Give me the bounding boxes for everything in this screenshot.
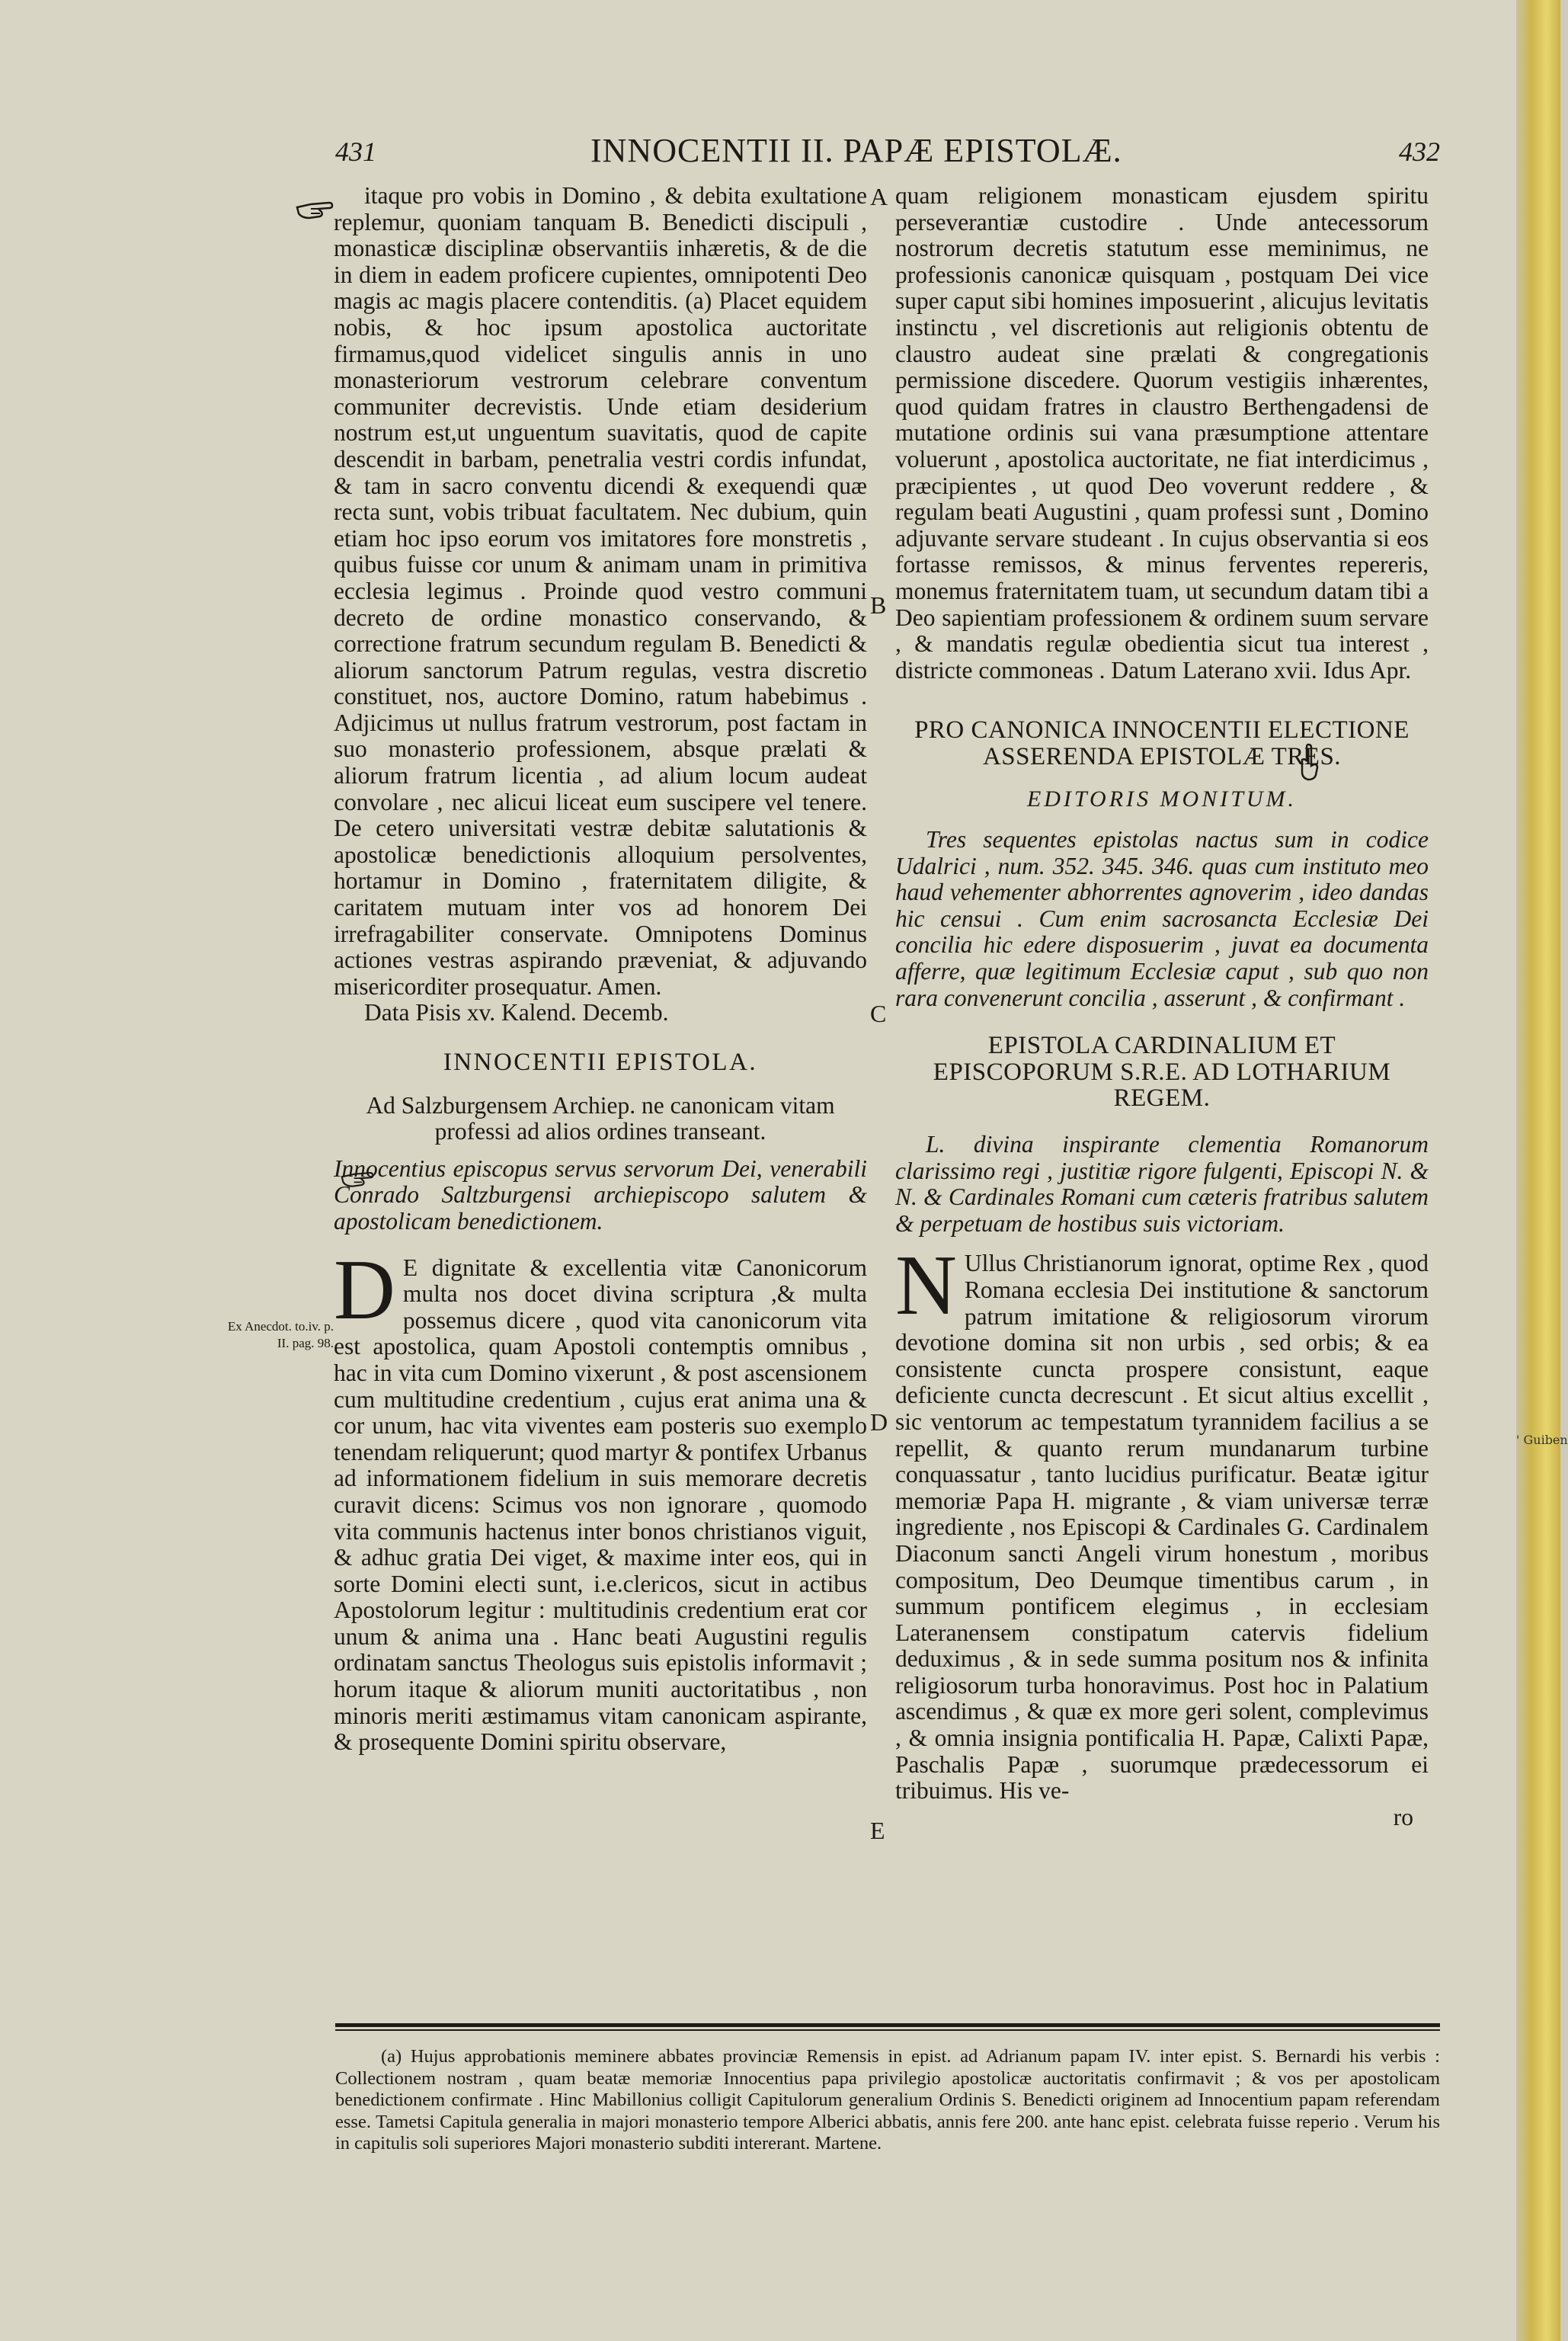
page-number-right: 432 bbox=[1399, 136, 1440, 167]
monitum-text: Tres sequentes epistolas nactus sum in codice Udalrici , num. 352. 345. 346. quas cum instituto meo haud vehementer abhorrentes agnoverim , ideo dandas hic censui . Cum enim sacrosancta Ecclesiæ Dei concilia hic edere disposuerim , juvat ea documenta afferre, quæ legitimum Ecclesiæ caput , sub quo non rara convenerunt concilia , asserunt , & confirmant . bbox=[895, 826, 1429, 1011]
right-address: L. divina inspirante clementia Romanorum clarissimo regi , justitiæ rigore fulgenti, Episcopi N. & N. & Cardinales Romani cum cæteris fratribus salutem & perpetuam de hostibus suis victoriam. bbox=[895, 1131, 1429, 1237]
right-body-text: Ullus Christianorum ignorat, optime Rex , quod Romana ecclesia Dei institutione & sanctorum patrum imitatione & religiosorum virorum devotione domina sit non urbis , sed orbis; & ea consistente cuncta prospere consistunt, eaque deficiente cuncta decrescunt . Et sicut altius excellit , sic ventorum ac tempestatum tyrannidem facilius a se repellit, & quanto rerum mundanarum turbine conquassatur , tanto lucidius purificatur. Beatæ igitur memoriæ Papa H. migrante , & viam universæ terræ ingrediente , nos Episcopi & Cardinales G. Cardinalem Diaconum sancti Angeli virum honestum , moribus compositum, Deo Deumque timentibus carum , in summum pontificem elegimus , in ecclesiam Lateranensem constipatum catervis fidelium deduximus , & in sede summa positum nos & infinita religiosorum turba honoravimus. Post hoc in Palatium ascendimus , & quæ ex more geri solent, complevimus , & omnia insignia pontificalia H. Papæ, Calixti Papæ, Paschalis Papæ , suorumque prædecessorum ei tribuimus. His ve- bbox=[895, 1250, 1429, 1805]
facing-page-edge-text: ' Guiben bbox=[1516, 1433, 1568, 1447]
right-column bbox=[895, 183, 1429, 1830]
footnote bbox=[335, 2046, 1440, 2155]
right-dropcap: N bbox=[895, 1238, 957, 1334]
right-opening-text: quam religionem monasticam ejusdem spiritu perseverantiæ custodire . Unde antecessorum nostrorum decretis statutum esse meminimus, ne professionis canonicæ quisquam , postquam Dei vice super caput sibi homines imposuerint , alicujus levitatis instinctu , vel discretionis aut religionis obtentu de claustro audeat sine prælati & congregationis permissione discedere. Quorum vestigiis inhærentes, quod quidam fratres in claustro Berthengadensi de mutatione ordinis sui vana præsumptione attentare voluerunt , apostolica auctoritate, ne fiat interdicimus , præcipientes , ut quod Deo voverunt reddere , & regulam beati Augustini , quam professi sunt , Domino adjuvante servare studeant . In cujus observantia si eos fortasse remissos, & minus ferventes repereris, monemus fraternitatem tuam, ut secundum datam tibi a Deo sapientiam professionem & ordinem suum servare , & mandatis regulæ obedientia sicut tua interest , districte commoneas . Datum Laterano xvii. Idus Apr. bbox=[895, 182, 1429, 684]
page-number-left: 431 bbox=[335, 136, 376, 167]
right-section-title: PRO CANONICA INNOCENTII ELECTIONE ASSERENDA EPISTOLÆ TRES. bbox=[914, 716, 1410, 770]
monitum-title: EDITORIS MONITUM. bbox=[1026, 786, 1298, 812]
left-section-title: INNOCENTII EPISTOLA. bbox=[443, 1049, 758, 1076]
right-section-title-2: EPISTOLA CARDINALIUM ET EPISCOPORUM S.R.E. AD LOTHARIUM REGEM. bbox=[933, 1032, 1391, 1113]
running-title: INNOCENTII II. PAPÆ EPISTOLÆ. bbox=[590, 132, 1122, 169]
left-subtitle: Ad Salzburgensem Archiep. ne canonicam vitam professi ad alios ordines transeant. bbox=[366, 1091, 835, 1145]
left-body bbox=[334, 1242, 867, 1756]
left-dropcap: D bbox=[334, 1242, 395, 1337]
footnote-rule-thin bbox=[335, 2029, 1440, 2031]
footnote-rule-thick bbox=[335, 2023, 1440, 2027]
right-body bbox=[895, 1238, 1429, 1805]
left-body-text: E dignitate & excellentia vitæ Canonicorum multa nos docet divina scriptura ,& multa possemus dicere , quod vita canonicorum vita est apostolica, quam Apostoli contemptis omnibus , hac in vita cum Domino vixerunt , & post ascensionem cum multitudine credentium , cujus erat anima una & cor unum, hac vita viventes eam posteris suo exemplo tenendam reliquerunt; quod martyr & pontifex Urbanus ad informationem fidelium in suis memorare decretis curavit dicens: Scimus vos non ignorare , quomodo vita communis hactenus inter bonos christianos viguit, & adhuc gratia Dei viget, & maxime inter eos, qui in sorte Domini electi sunt, i.e.clericos, sicut in actibus Apostolorum legitur : multitudinis credentium erat cor unum & anima una . Hanc beati Augustini regulis ordinatam sanctus Theologus suis epistolis informavit ; horum itaque & aliorum muniti auctoritatibus , non minoris meriti æstimamus vitam canonicam aspirante, & prosequente Domini spiritu observare, bbox=[334, 1254, 867, 1756]
running-header bbox=[335, 132, 1440, 181]
left-column bbox=[334, 183, 867, 1756]
section-letter-d: D bbox=[870, 1408, 888, 1436]
section-letter-b: B bbox=[870, 591, 887, 619]
section-letter-e: E bbox=[870, 1817, 885, 1844]
catchword: ro bbox=[1393, 1803, 1413, 1830]
section-letter-a: A bbox=[870, 183, 888, 210]
left-salutation: Innocentius episcopus servus servorum Dei, venerabili Conrado Saltzburgensi archiepiscopo salutem & apostolicam benedictionem. bbox=[334, 1154, 867, 1235]
margin-note: Ex Anecdot. to.iv. p. II. pag. 98. bbox=[227, 1319, 334, 1350]
left-opening-text: itaque pro vobis in Domino , & debita exultatione replemur, quoniam tanquam B. Benedicti discipuli , monasticæ disciplinæ observantiis inhæretis, & de die in diem in eadem proficere cupientes, omnipotenti Deo magis ac magis placere contenditis. (a) Placet equidem nobis, & hoc ipsum apostolica auctoritate firmamus,quod videlicet singulis annis in uno monasteriorum vestrorum celebrare conventum communiter decrevistis. Unde etiam desiderium nostrum est,ut unguentum suavitatis, quod de capite descendit in barbam, penetralia vestri cordis infundat, & tam in sacro conventu dicendi & exequendi quæ recta sunt, vobis tribuat facultatem. Nec dubium, quin etiam hoc ipso eorum vos imitatores fore monstretis , quibus fuisse cor unum & animam unam in primitiva ecclesia legimus . Proinde quod vestro communi decreto de ordine monastico conservando, & correctione fratrum secundum regulam B. Benedicti & aliorum sanctorum Patrum regulas, vestra discretio constituet, nos, auctore Domino, ratum habebimus . Adjicimus ut nullus fratrum vestrorum, post factam in suo monasterio professionem, absque prælati & aliorum fratrum licentia , ad alium locum audeat convolare , nec alicui liceat eum suscipere vel tenere. De cetero universitati vestræ debitæ salutationis & apostolicæ benedictionis alloquium persolventes, hortamur in Domino , fraternitatem diligite, & caritatem mutuam inter vos ad honorem Dei irrefragabiliter conservate. Omnipotens Dominus actiones vestras aspirando præveniat, & adjuvando misericorditer prosequatur. Amen. bbox=[334, 182, 867, 1000]
section-letter-c: C bbox=[870, 1000, 887, 1027]
footnote-text: (a) Hujus approbationis meminere abbates provinciæ Remensis in epist. ad Adrianum papam IV. inter epist. S. Bernardi his verbis : Collectionem nostram , quam beatæ memoriæ Innocentius papa privilegio apostolicæ auctoritatis confirmavit ; & vos per apostolicam benedictionem confirmate . Hinc Mabillonius colligit Capitulorum generalium Ordinis S. Benedicti originem ad Innocentium papam referendam esse. Tametsi Capitula generalia in majori monasterio tempore Alberici abbatis, annis fere 200. ante hanc epist. celebrata fuisse reperio . Verum his in capitulis soli superiores Majori monasterio subditi intererant. Martene. bbox=[335, 2046, 1440, 2154]
left-datum: Data Pisis xv. Kalend. Decemb. bbox=[364, 999, 669, 1026]
pointing-hand-icon bbox=[296, 197, 334, 223]
